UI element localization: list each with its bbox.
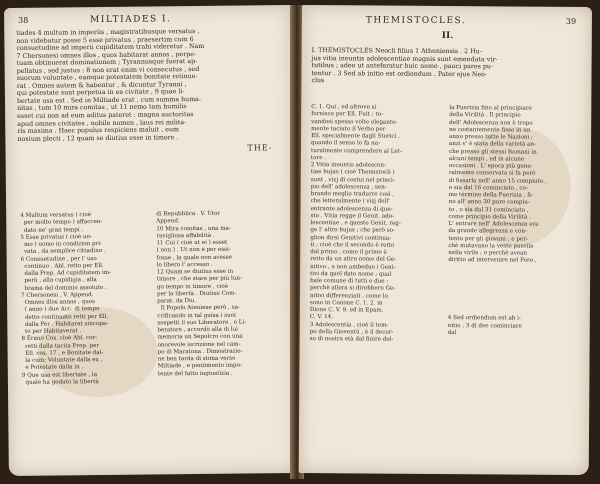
notes-left-column-2: di Repubblica . V. Utor Append. 10 Mira comitas , una ma- ravigliosa affabilità . 11 Cui ( cioè ut ei ) esset ( non ) . Ut non è per essi- fosse , la quale non avesse lo libero l' accesso . 12 Quam se diutius esse in timore , che stare per più lun- go tempo in timore , cioè per la libertà . Diutius Com- parat. da Diu . Il Popolo Ateniese però , sa- crificando in tal guisa i suoi sospetti il suo Liberatore , e Li- beratore , accordò alla di lui memoria un Sepolcro con una onorevole iscrizione nel cam- po di Maratona . Dimostrazio- ne ben tarda di stima verso Miltiade , e pentimento impo- tente del fatto ingiustizia . [156, 210, 247, 377]
page-number-right: 39 [565, 16, 577, 26]
page-number-left: 38 [18, 15, 29, 25]
catchword-left: THE- [247, 143, 273, 153]
running-head-left: MILTIADES I. [90, 14, 172, 26]
left-page [4, 5, 297, 476]
section-number: II. [441, 30, 454, 42]
notes-right-column-1: C. 1. Qui , ed altrove si fornisce per Ell. Fuit : to- vandosi spesso volte elegante- mente taciuto il Verbo per Ell. specialmente dagli Storici , quando il senso lo fa na- turalmente comprendere al Let- tore . 2 Vitia ineuntis adolescen- tiae hujus ( cioè Themistocli ) sunt , vizj di costui nel princi- pio dell' adolescenza , sen- brando meglio tradurre così , che letteralmente i vizj dell' entrante adolescenza di que- sto . Vitia regge il Genit. ado- lescentiae , e questo Genit. reg- ge l' altro hujus ; che però so- glion dirsi Genitivi continua- ti ; cioè che il secondo è retto dal primo , come il primo è retto da un altro nome del Ge- nitivo , e non ambedue i Geni- tivi da quel dato nome ; qual bale comune di tutti e due : perchè allora si direbbero Ge- nitivi differenziati , come lo sono in Conone C. 1. 2. in Dione C. V. 9. ed in Epam. C. V. 14. 3 Adolescentia , cioè il tem- po della Gioventù , è il decor- so di nostra età dal finire del- [309, 104, 402, 343]
main-text-right: I. THEMISTOCLES Neocli filius 1 Atheniensis . 2 Hu- jus vitia ineuntis adolescentiae magnis sunt emendata vir- tutibus ; adeo ut anteferatur huic nemo , pauci pares pu- tentur . 3 Sed ab initio est ordiendum . Pater ejus Neo- clus [311, 47, 498, 85]
book-spread [4, 5, 596, 479]
right-page [299, 5, 592, 475]
notes-right-column-2: la Puerizia fino al principiare della Virilità . Il principio dell' Adolescenza non è tropo ne costantemente fisso in un anno presso tutte le Nazioni ; anzi v' è stata della varietà an- che presso gli stessi Romani in alcuni tempi , ed in alcune occasioni . L' epoca più gene- ralmente conservata si fa però di fissarla nell' anno 15 compiuto , o sia dal 16 cominciato , co- me termine della Puerizia , fi- no all' anno 30 pure compiu- to , o sia dal 31 cominciato , come principio della Virilità . L' entrare nell' Adolescenza era da grande allegrezza e con- tento per gli giovani ; e per- chè mutavano la veste puerile nella virile ; e perchè avean diritto ad intervenire nel Foro , 4 Sed ordiendum est ab i- nitio , 3 di dee cominciare dal [447, 105, 547, 336]
running-head-right: THEMISTOCLES. [365, 15, 467, 27]
main-text-left: tiades 4 multum in imperiis , magistratibusque versatus , non videbatur posse 5 esse privatus , praesertim cum 6 consuetudine ad imperii cupiditatem trahi videretur . Nam 7 Chersonesi omnes illos , quos habitarat annos , perpe- tuam obtinuerat dominationem ; Tyrannusque fuerat ap- pellatus , sed justus : 8 non erat enim vi consecutus , sed suorum voluntate , eamque potestatem bonitate retinue- rat . Omnes autem & habentur , & dicuntur Tyranni , qui potestate sunt perpetua in ea civitate , 9 quae li- bertate usa est . Sed in Miltiade erat , cum summa huma- nitas , tum 10 mira comitas , ut 11 nemo tam humilis esset cui non ad eum aditus pateret : magna auctoritas apud omnes civitates , nobile nomen , laus rei milita- ris maxima . Haec populus respiciens maluit , eum noxium plecti , 12 quam se diutius esse in timore . [16, 27, 205, 143]
notes-left-column-1: 4 Multum versatus ( cioè per molto tempo ) affaccen- dato ne' gran tempi . 5 Esse privatus ( cioè uo- mo ) uomo in condizion pri- vata , da semplice cittadino . 6 Consuetudine , per l' uso continuo . Abl. retto per Ell. dalla Prep. Ad cupiditatem im- perii , alla cupidigia , alla brama del dominio assoluto . 7 Chersonesi . V. Append. Omnes illos annos , quos ( anno ) due Acc. di tempo detto continuato retti per Ell. dalla Per . Habitarat sincopa- to per Habitaverat . 8 Erano Cos. cioè Abl. cor- retti dalla tacita Prep. per Ell. cos. 17 , e Bonitate dal- la cum: Voluntate dalla ex , e Potestate dalla in . 9 Que usa est libertate , la quale ha goduto la libertà [20, 212, 111, 386]
